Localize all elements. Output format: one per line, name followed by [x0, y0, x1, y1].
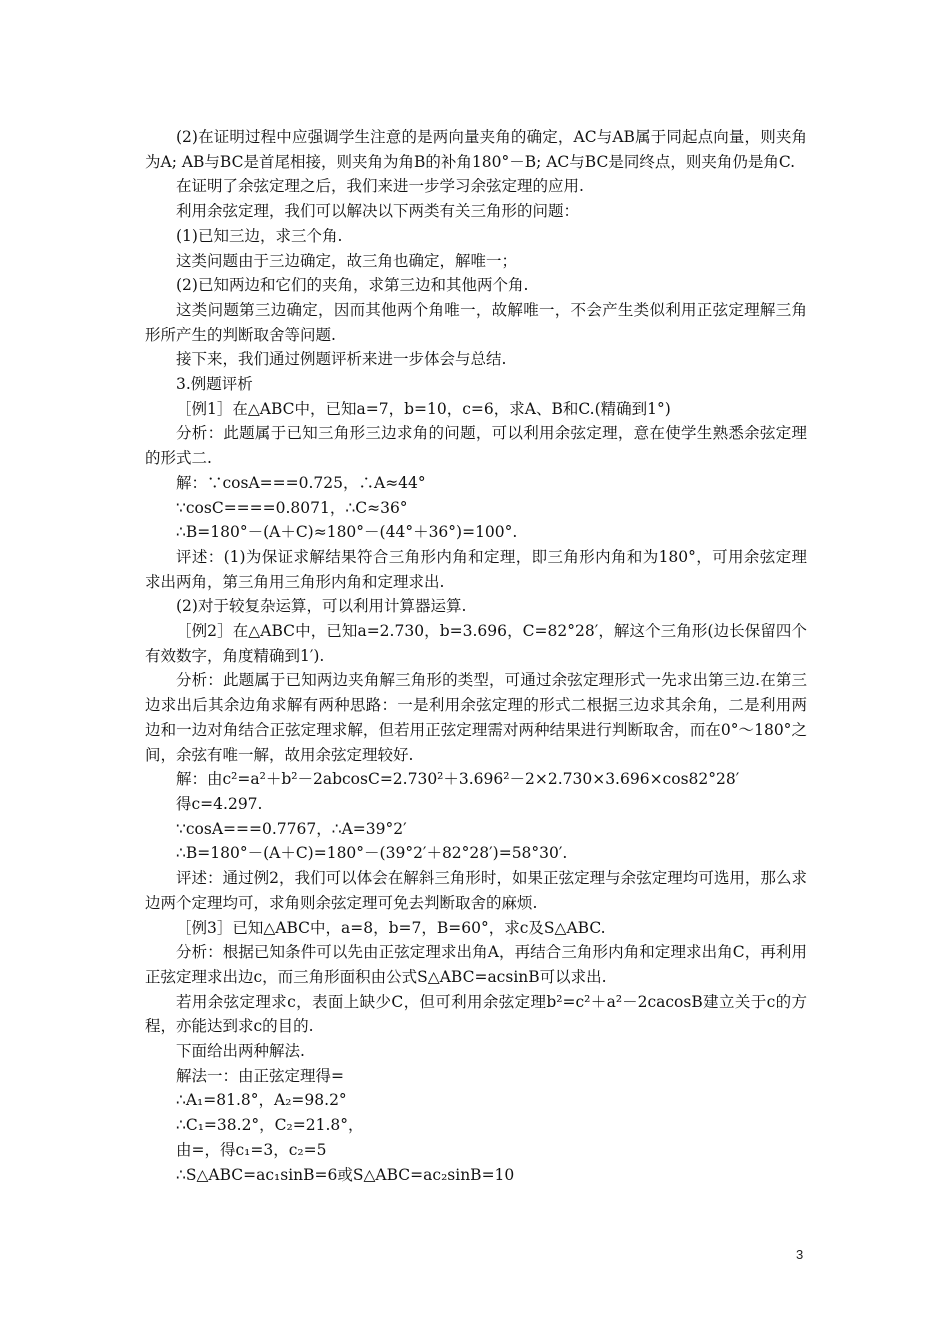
section-heading: 3.例题评析: [176, 375, 253, 394]
example-1: ［例1］在△ABC中，已知a=7，b=10，c=6，求A、B和C.(精确到1°): [176, 399, 671, 418]
example-2: ［例2］在△ABC中，已知a=2.730，b=3.696，C=82°28′，解这个三角形(边长保留四个有效数字，角度精确到1′).: [145, 622, 807, 665]
example-3: ［例3］已知△ABC中，a=8，b=7，B=60°，求c及S△ABC.: [176, 918, 606, 937]
paragraph: 这类问题第三边确定，因而其他两个角唯一，故解唯一，不会产生类似利用正弦定理解三角形所产生的判断取舍等问题.: [145, 300, 807, 344]
paragraph: ∵cosC====0.8071，∴C≈36°: [176, 498, 408, 517]
paragraph: (2)在证明过程中应强调学生注意的是两向量夹角的确定，AC与AB属于同起点向量，则夹角为A; AB与BC是首尾相接，则夹角为角B的补角180°－B; AC与BC是同终点，则夹角仍是角C.: [145, 128, 807, 171]
paragraph: ∴B=180°－(A＋C)≈180°－(44°＋36°)=100°.: [176, 523, 518, 542]
paragraph: 由=，得c₁=3，c₂=5: [176, 1140, 327, 1159]
paragraph: 分析：此题属于已知两边夹角解三角形的类型，可通过余弦定理形式一先求出第三边.在第三边求出后其余边角求解有两种思路：一是利用余弦定理的形式二根据三边求其余角，二是利用两边和一边对角结合正弦定理求解，但若用正弦定理需对两种结果进行判断取舍，而在0°～180°之间，余弦有唯一解，故用余弦定理较好.: [145, 671, 807, 764]
paragraph: ∴C₁=38.2°，C₂=21.8°，: [176, 1116, 364, 1135]
paragraph: ∴S△ABC=ac₁sinB=6或S△ABC=ac₂sinB=10: [176, 1165, 515, 1184]
paragraph: 评述：(1)为保证求解结果符合三角形内角和定理，即三角形内角和为180°，可用余弦定理求出两角，第三角用三角形内角和定理求出.: [145, 547, 807, 591]
paragraph: 接下来，我们通过例题评析来进一步体会与总结.: [176, 350, 507, 369]
paragraph: 解：∵cosA===0.725，∴A≈44°: [176, 473, 426, 492]
paragraph: ∴A₁=81.8°，A₂=98.2°: [176, 1091, 347, 1110]
paragraph: 在证明了余弦定理之后，我们来进一步学习余弦定理的应用.: [176, 177, 584, 196]
paragraph: ∴B=180°－(A＋C)=180°－(39°2′＋82°28′)=58°30′.: [176, 844, 568, 863]
paragraph: 分析：根据已知条件可以先由正弦定理求出角A，再结合三角形内角和定理求出角C，再利用正弦定理求出边c，而三角形面积由公式S△ABC=acsinB可以求出.: [145, 943, 807, 986]
paragraph: 下面给出两种解法.: [176, 1042, 305, 1061]
paragraph: 评述：通过例2，我们可以体会在解斜三角形时，如果正弦定理与余弦定理均可选用，那么求边两个定理均可，求角则余弦定理可免去判断取舍的麻烦.: [145, 869, 807, 912]
page-number: 3: [796, 1247, 804, 1262]
paragraph: 解法一：由正弦定理得=: [176, 1066, 344, 1085]
paragraph: (1)已知三边，求三个角.: [176, 226, 343, 245]
body-text: [145, 125, 807, 1187]
paragraph: 解：由c²=a²＋b²－2abcosC=2.730²＋3.696²－2×2.730×3.696×cos82°28′: [176, 770, 740, 789]
paragraph: (2)已知两边和它们的夹角，求第三边和其他两个角.: [176, 276, 529, 295]
paragraph: 分析：此题属于已知三角形三边求角的问题，可以利用余弦定理，意在使学生熟悉余弦定理的形式二.: [145, 424, 807, 468]
paragraph: 得c=4.297.: [176, 794, 263, 813]
paragraph: 若用余弦定理求c，表面上缺少C，但可利用余弦定理b²=c²＋a²－2cacosB建立关于c的方程，亦能达到求c的目的.: [145, 992, 807, 1036]
paragraph: 利用余弦定理，我们可以解决以下两类有关三角形的问题：: [176, 202, 580, 221]
paragraph: ∵cosA===0.7767，∴A=39°2′: [176, 819, 407, 838]
paragraph: (2)对于较复杂运算，可以利用计算器运算.: [176, 597, 467, 616]
paragraph: 这类问题由于三边确定，故三角也确定，解唯一；: [176, 251, 518, 270]
